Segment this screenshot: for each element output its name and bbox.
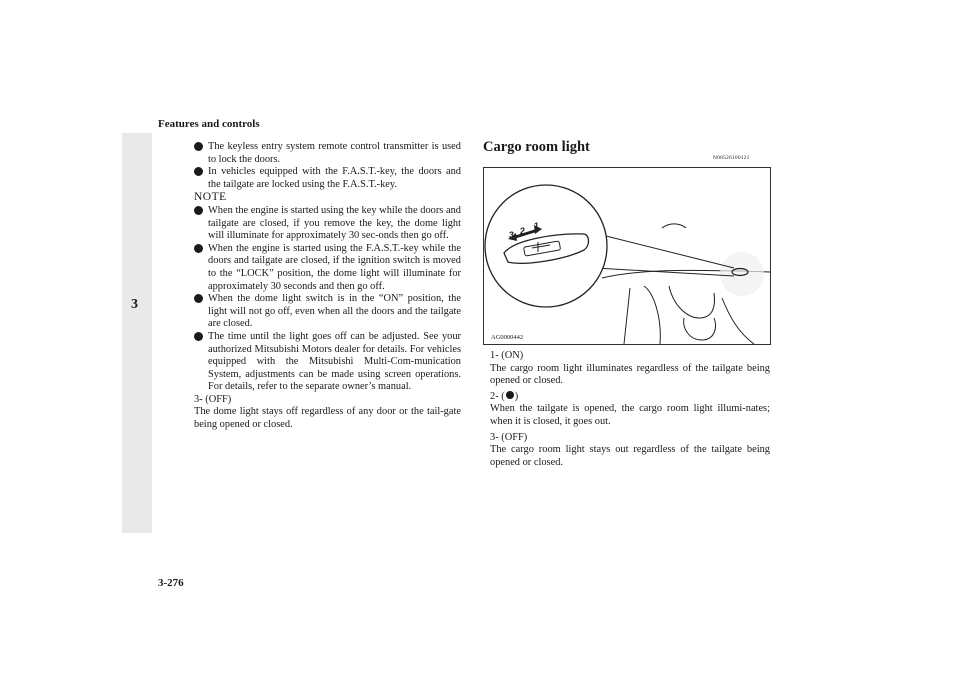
note-block (194, 205, 461, 394)
bullet-text: In vehicles equipped with the F.A.S.T.-key, the doors and the tailgate are locked using the F.A.S.T.-key. (208, 166, 461, 190)
cargo-light-illustration (484, 168, 770, 344)
chapter-tab (122, 133, 152, 533)
chapter-number: 3 (131, 297, 138, 312)
item-3-label: 3- (OFF) (194, 393, 232, 405)
note-text: When the engine is started using the key while the doors and tailgate are closed, if you remove the key, the dome light will illuminate for approximately 30 sec-onds then go off. (208, 204, 461, 242)
door-icon (506, 391, 514, 399)
note-bullet (194, 243, 461, 293)
note-bullet (194, 293, 461, 331)
note-label: NOTE (194, 191, 227, 204)
bullet-icon (194, 294, 203, 303)
figure-code: AG0000442 (491, 334, 524, 341)
item-3-text: The cargo room light stays out regardless of the tailgate being opened or closed. (490, 444, 770, 468)
figure-number: 2 (520, 226, 526, 236)
bullet-icon (194, 167, 203, 176)
note-text: The time until the light goes off can be adjusted. See your authorized Mitsubishi Motors dealer for details. For vehicles equipped with the Mitsubishi Multi-Com-munication System, adjustments can be made using screen operations. For details, refer to the separate owner’s manual. (208, 330, 461, 393)
left-column (194, 141, 461, 432)
note-text: When the engine is started using the F.A.S.T.-key while the doors and tailgate are closed, if the ignition switch is moved to the “LOCK” position, the dome light will illuminate for approximately 30 seconds and then go off. (208, 242, 461, 292)
section-code: N00526100121 (713, 155, 750, 161)
item-2-prefix: 2- ( (490, 390, 505, 402)
right-column (490, 350, 770, 469)
note-text: When the dome light switch is in the “ON” position, the light will not go off, even when all the doors and the tailgate are closed. (208, 293, 461, 330)
item-2-text: When the tailgate is opened, the cargo room light illumi-nates; when it is closed, it goes out. (490, 403, 770, 427)
bullet-item (194, 141, 461, 166)
bullet-text: The keyless entry system remote control transmitter is used to lock the doors. (208, 141, 461, 165)
bullet-item (194, 166, 461, 191)
cargo-light-figure (483, 167, 771, 345)
item-1-label: 1- (ON) (490, 350, 524, 361)
figure-number: 3 (509, 230, 515, 240)
item-1-text: The cargo room light illuminates regardless of the tailgate being opened or closed. (490, 362, 770, 387)
bullet-icon (194, 142, 203, 151)
note-bullet (194, 331, 461, 394)
note-bullet (194, 205, 461, 243)
item-2-suffix: ) (514, 390, 519, 402)
figure-number: 1 (534, 221, 540, 231)
item-3-text: The dome light stays off regardless of any door or the tail-gate being opened or closed. (194, 406, 461, 431)
page-number: 3-276 (158, 577, 184, 589)
item-2-label (490, 391, 770, 404)
bullet-icon (194, 332, 203, 341)
bullet-icon (194, 244, 203, 253)
section-header: Features and controls (158, 118, 260, 130)
bullet-icon (194, 206, 203, 215)
item-3-label: 3- (OFF) (490, 431, 528, 443)
section-title: Cargo room light (483, 139, 590, 155)
